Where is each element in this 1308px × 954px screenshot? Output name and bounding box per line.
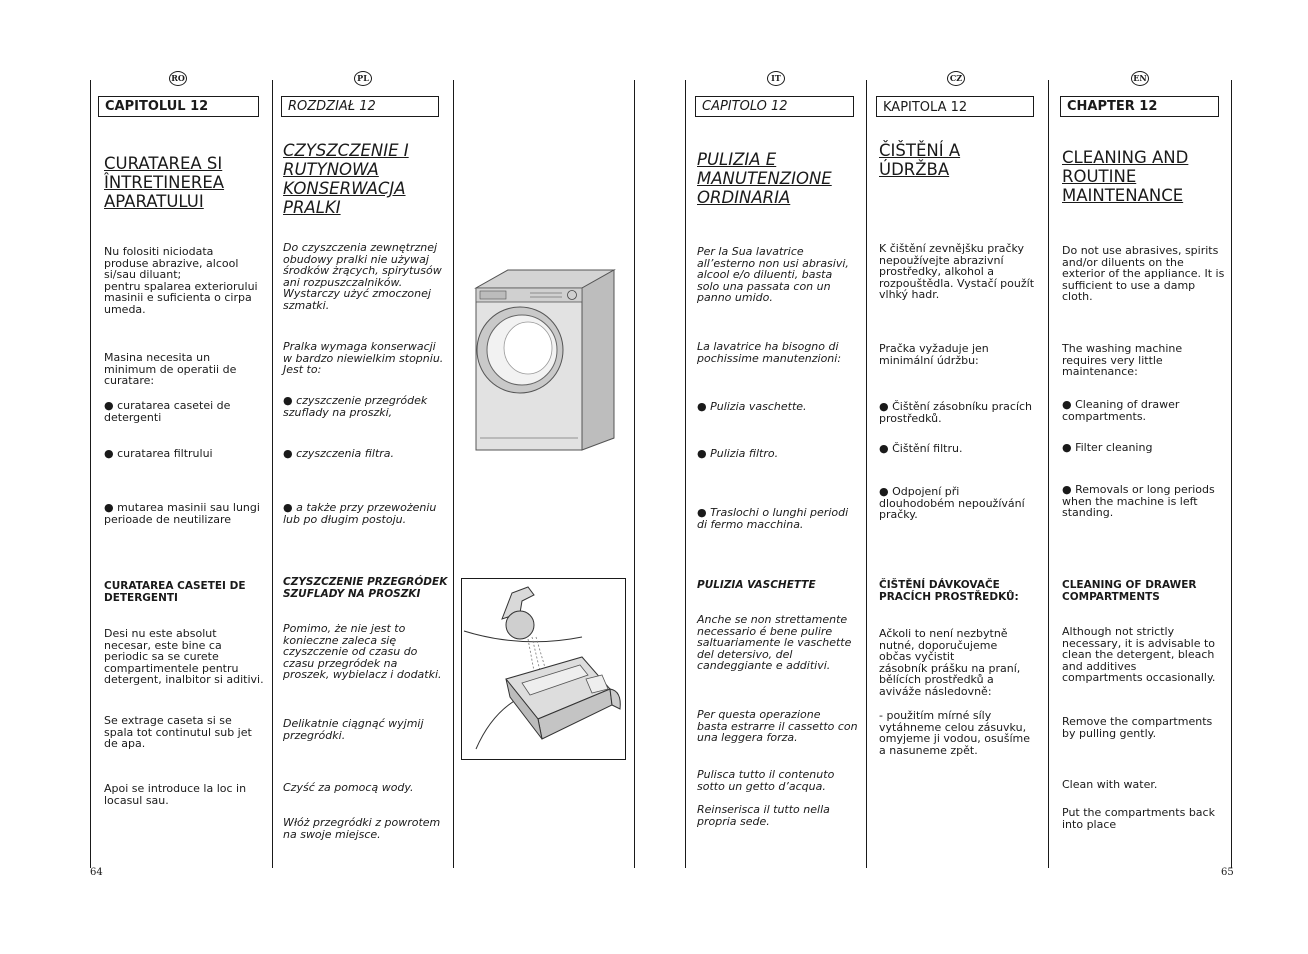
page-number-left: 64 bbox=[90, 867, 103, 878]
subheading-it: PULIZIA VASCHETTE bbox=[697, 579, 816, 591]
paragraph-en-2: The washing machine requires very little maintenance: bbox=[1062, 342, 1183, 379]
divider-line bbox=[90, 80, 91, 868]
section-title-ro: CURATAREA SI ÎNTRETINEREA APARATULUI bbox=[104, 154, 225, 211]
washing-machine-illustration bbox=[468, 268, 616, 452]
bullet-cz-1: ● Čištění zásobníku pracích prostředků. bbox=[879, 400, 1033, 425]
paragraph-pl-6: Włóż przegródki z powrotem na swoje miejsce. bbox=[283, 816, 441, 841]
bullet-cz-3: ● Odpojení při dlouhodobém nepoužívání pračky. bbox=[879, 485, 1025, 522]
paragraph-en-1: Do not use abrasives, spirits and/or diluents on the exterior of the appliance. It is sufficient to use a damp cloth. bbox=[1062, 244, 1225, 304]
paragraph-cz-1: K čištění zevnějšku pračky nepoužívejte abrazivní prostředky, alkohol a rozpouštědla. Vystačí použít vlhký hadr. bbox=[879, 242, 1035, 302]
paragraph-pl-5: Czyść za pomocą wody. bbox=[283, 781, 414, 794]
page-number-right: 65 bbox=[1221, 867, 1234, 878]
bullet-it-1: ● Pulizia vaschette. bbox=[697, 400, 807, 413]
paragraph-cz-4: - použitím mírné síly vytáhneme celou zásuvku, omyjeme ji vodou, osušíme a nasuneme zpět. bbox=[879, 709, 1030, 757]
language-badge-cz: CZ bbox=[947, 71, 965, 86]
divider-line bbox=[1231, 80, 1232, 868]
divider-line bbox=[272, 80, 273, 868]
paragraph-pl-4: Delikatnie ciągnąć wyjmij przegródki. bbox=[283, 717, 424, 742]
bullet-ro-3: ● mutarea masinii sau lungi perioade de neutilizare bbox=[104, 501, 260, 526]
language-badge-pl: PL bbox=[354, 71, 372, 86]
drawer-cleaning-illustration bbox=[461, 578, 626, 760]
paragraph-en-4: Remove the compartments by pulling gently. bbox=[1062, 715, 1213, 740]
paragraph-it-5: Pulisca tutto il contenuto sotto un getto d’acqua. bbox=[697, 768, 835, 793]
subheading-en: CLEANING OF DRAWER COMPARTMENTS bbox=[1062, 579, 1197, 603]
chapter-box-cz: KAPITOLA 12 bbox=[876, 96, 1034, 117]
divider-line bbox=[634, 80, 635, 868]
paragraph-pl-2: Pralka wymaga konserwacji w bardzo niewielkim stopniu. Jest to: bbox=[283, 340, 444, 377]
section-title-en: CLEANING AND ROUTINE MAINTENANCE bbox=[1062, 148, 1189, 205]
paragraph-ro-4: Se extrage caseta si se spala tot continutul sub jet de apa. bbox=[104, 714, 252, 751]
paragraph-cz-3: Ačkoli to není nezbytně nutné, doporučujeme občas vyčistit zásobník prášku na praní, bělících prostředků a aviváže následovně: bbox=[879, 627, 1021, 698]
bullet-ro-2: ● curatarea filtrului bbox=[104, 447, 213, 460]
subheading-ro: CURATAREA CASETEI DE DETERGENTI bbox=[104, 580, 246, 604]
subheading-pl: CZYSZCZENIE PRZEGRÓDEK SZUFLADY NA PROSZKI bbox=[283, 576, 448, 600]
divider-line bbox=[866, 80, 867, 868]
paragraph-pl-1: Do czyszczenia zewnętrznej obudowy pralki nie używaj środków żrących, spirytusów ani rozpuszczalników. Wystarczy użyć zmoczonej szmatki. bbox=[283, 241, 442, 312]
language-badge-ro: RO bbox=[169, 71, 187, 86]
chapter-box-en: CHAPTER 12 bbox=[1060, 96, 1219, 117]
paragraph-ro-3: Desi nu este absolut necesar, este bine ca periodic sa se curete compartimentele pentru detergent, inalbitor si aditivi. bbox=[104, 627, 264, 687]
bullet-pl-2: ● czyszczenia filtra. bbox=[283, 447, 395, 460]
chapter-box-ro: CAPITOLUL 12 bbox=[98, 96, 259, 117]
bullet-cz-2: ● Čištění filtru. bbox=[879, 442, 963, 455]
chapter-box-it: CAPITOLO 12 bbox=[695, 96, 854, 117]
bullet-en-3: ● Removals or long periods when the machine is left standing. bbox=[1062, 483, 1215, 520]
paragraph-ro-2: Masina necesita un minimum de operatii de curatare: bbox=[104, 351, 237, 388]
chapter-box-pl: ROZDZIAŁ 12 bbox=[281, 96, 439, 117]
section-title-cz: ČIŠTĚNÍ A ÚDRŽBA bbox=[879, 141, 961, 179]
paragraph-ro-1: Nu folositi niciodata produse abrazive, alcool si/sau diluant; pentru spalarea exteriorului masinii e suficienta o cirpa umeda. bbox=[104, 245, 258, 316]
divider-line bbox=[453, 80, 454, 868]
divider-line bbox=[685, 80, 686, 868]
paragraph-en-6: Put the compartments back into place bbox=[1062, 806, 1215, 831]
bullet-en-2: ● Filter cleaning bbox=[1062, 441, 1153, 454]
bullet-it-3: ● Traslochi o lunghi periodi di fermo macchina. bbox=[697, 506, 849, 531]
paragraph-it-3: Anche se non strettamente necessario é bene pulire saltuariamente le vaschette del detersivo, del candeggiante e additivi. bbox=[697, 613, 852, 673]
bullet-pl-1: ● czyszczenie przegródek szuflady na proszki, bbox=[283, 394, 428, 419]
subheading-cz: ČIŠTĚNÍ DÁVKOVAČE PRACÍCH PROSTŘEDKŮ: bbox=[879, 579, 1019, 603]
paragraph-it-4: Per questa operazione basta estrarre il cassetto con una leggera forza. bbox=[697, 708, 858, 745]
paragraph-en-5: Clean with water. bbox=[1062, 778, 1158, 791]
bullet-ro-1: ● curatarea casetei de detergenti bbox=[104, 399, 231, 424]
paragraph-it-6: Reinserisca il tutto nella propria sede. bbox=[697, 803, 830, 828]
paragraph-cz-2: Pračka vyžaduje jen minimální údržbu: bbox=[879, 342, 989, 367]
bullet-en-1: ● Cleaning of drawer compartments. bbox=[1062, 398, 1180, 423]
paragraph-it-2: La lavatrice ha bisogno di pochissime manutenzioni: bbox=[697, 340, 842, 365]
paragraph-en-3: Although not strictly necessary, it is advisable to clean the detergent, bleach and additives compartments occasionally. bbox=[1062, 625, 1216, 685]
bullet-it-2: ● Pulizia filtro. bbox=[697, 447, 779, 460]
bullet-pl-3: ● a także przy przewożeniu lub po długim postoju. bbox=[283, 501, 437, 526]
section-title-pl: CZYSZCZENIE I RUTYNOWA KONSERWACJA PRALKI bbox=[283, 141, 409, 217]
divider-line bbox=[1048, 80, 1049, 868]
paragraph-pl-3: Pomimo, że nie jest to konieczne zaleca się czyszczenie od czasu do czasu przegródek na proszek, wybielacz i dodatki. bbox=[283, 622, 442, 682]
paragraph-it-1: Per la Sua lavatrice all’esterno non usi abrasivi, alcool e/o diluenti, basta solo una passata con un panno umido. bbox=[697, 245, 849, 305]
language-badge-it: IT bbox=[767, 71, 785, 86]
section-title-it: PULIZIA E MANUTENZIONE ORDINARIA bbox=[697, 150, 832, 207]
language-badge-en: EN bbox=[1131, 71, 1149, 86]
paragraph-ro-5: Apoi se introduce la loc in locasul sau. bbox=[104, 782, 247, 807]
